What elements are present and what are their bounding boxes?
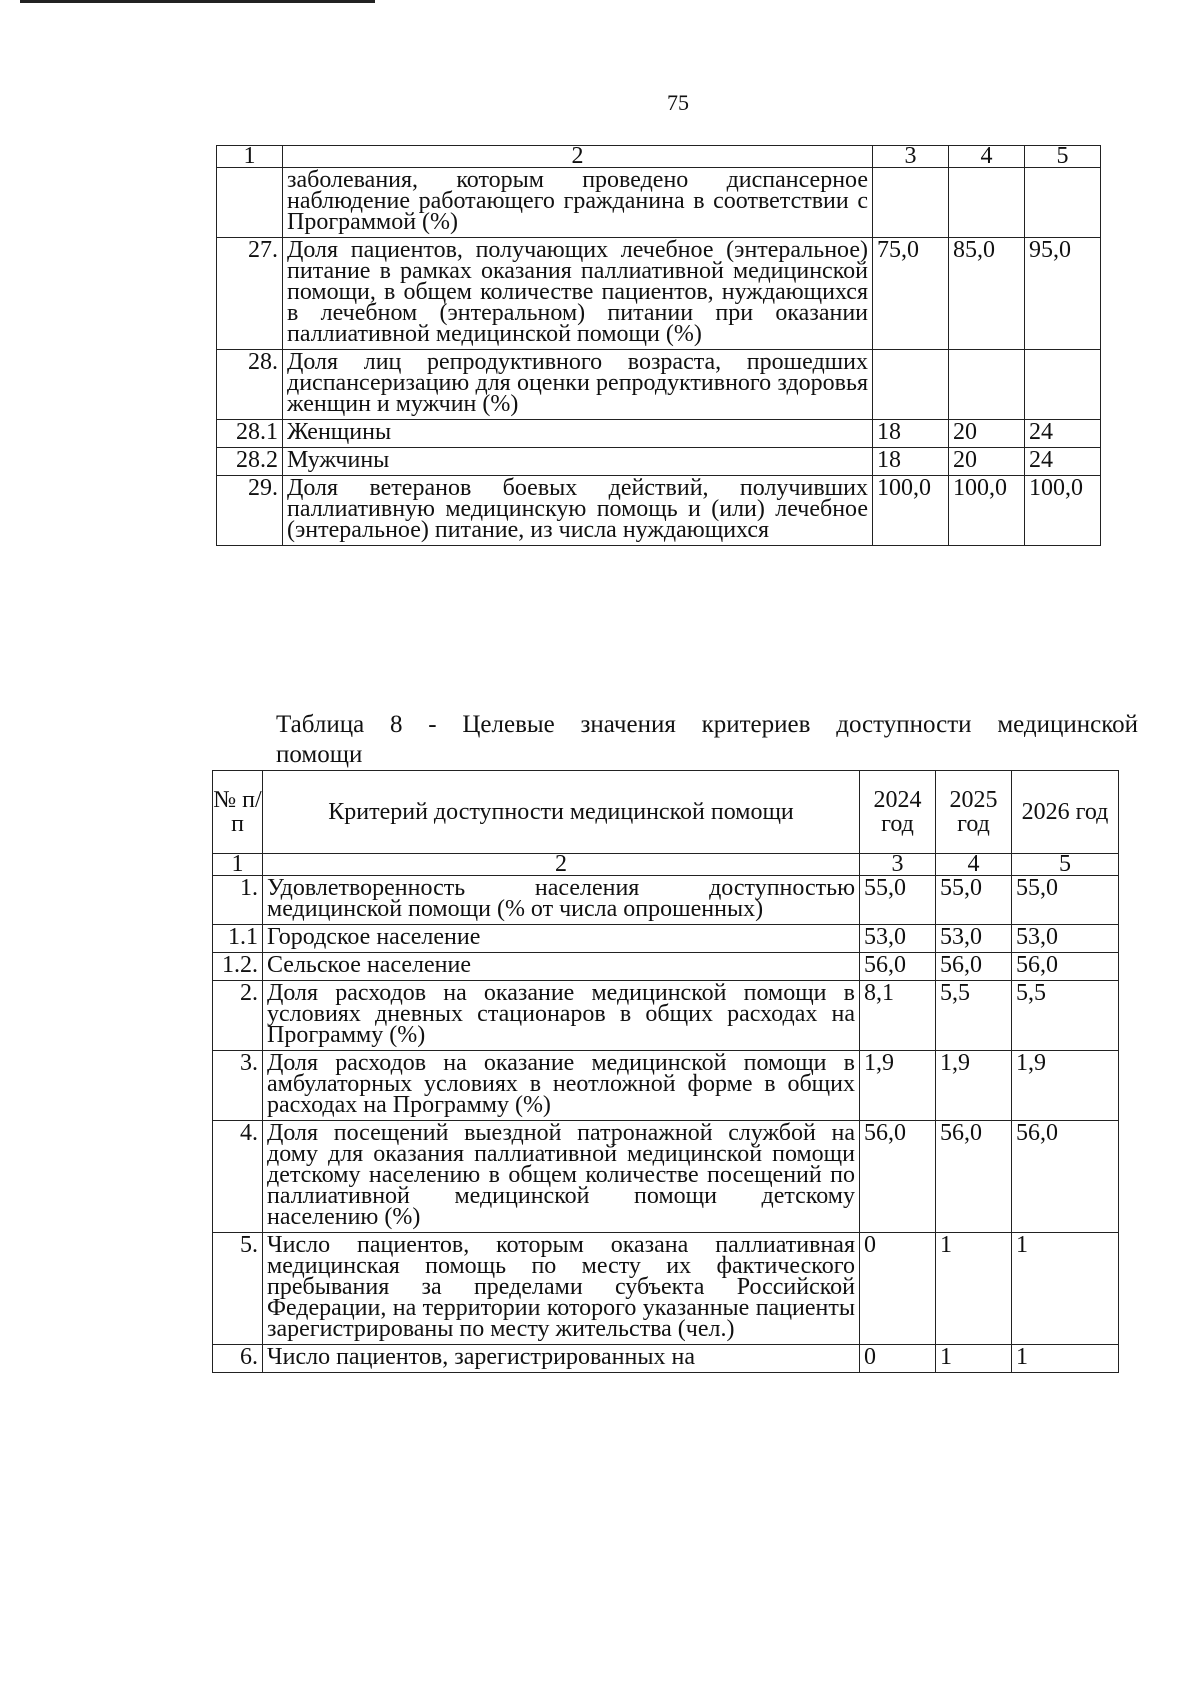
continuation-table (216, 145, 1101, 546)
value-cell: 0 (860, 1233, 936, 1345)
value-cell: 5,5 (936, 981, 1012, 1051)
column-number: 3 (860, 854, 936, 876)
row-number: 28.2 (217, 448, 283, 476)
table-row (217, 420, 1101, 448)
table-caption: Таблица 8 - Целевые значения критериев доступности медицинской помощи (276, 711, 1138, 768)
value-cell: 20 (949, 448, 1025, 476)
table-row (213, 981, 1119, 1051)
table-row (213, 876, 1119, 925)
value-cell: 95,0 (1025, 238, 1101, 350)
row-text: заболевания, которым проведено диспансерное наблюдение работающего гражданина в соответствии с Программой (%) (283, 168, 873, 238)
column-number: 2 (283, 146, 873, 168)
column-number: 5 (1012, 854, 1119, 876)
value-cell: 1 (936, 1345, 1012, 1373)
column-number: 4 (949, 146, 1025, 168)
table-row (217, 168, 1101, 238)
value-cell (949, 350, 1025, 420)
table-row (213, 953, 1119, 981)
row-text: Доля лиц репродуктивного возраста, прошедших диспансеризацию для оценки репродуктивного здоровья женщин и мужчин (%) (283, 350, 873, 420)
row-number (217, 168, 283, 238)
row-text: Женщины (283, 420, 873, 448)
value-cell: 100,0 (949, 476, 1025, 546)
value-cell (949, 168, 1025, 238)
value-cell: 85,0 (949, 238, 1025, 350)
column-number: 4 (936, 854, 1012, 876)
row-number: 29. (217, 476, 283, 546)
row-text: Число пациентов, которым оказана паллиативная медицинская помощь по месту их фактического пребывания за пределами субъекта Российской Федерации, на территории которого указанные пациенты зарегистрированы по месту жительства (чел.) (263, 1233, 860, 1345)
value-cell: 56,0 (1012, 953, 1119, 981)
row-number: 2. (213, 981, 263, 1051)
row-text: Городское население (263, 925, 860, 953)
row-text: Число пациентов, зарегистрированных на (263, 1345, 860, 1373)
value-cell: 75,0 (873, 238, 949, 350)
table-row (213, 1051, 1119, 1121)
value-cell: 1,9 (936, 1051, 1012, 1121)
value-cell: 56,0 (936, 953, 1012, 981)
value-cell: 1,9 (860, 1051, 936, 1121)
row-text: Сельское население (263, 953, 860, 981)
value-cell: 18 (873, 448, 949, 476)
table-row (213, 1233, 1119, 1345)
row-text: Доля пациентов, получающих лечебное (энтеральное) питание в рамках оказания паллиативной медицинской помощи, в общем количестве пациентов, нуждающихся в лечебном (энтеральном) питании при оказании паллиативной медицинской помощи (%) (283, 238, 873, 350)
value-cell: 18 (873, 420, 949, 448)
value-cell: 56,0 (936, 1121, 1012, 1233)
header-num: № п/п (213, 771, 263, 854)
value-cell (873, 350, 949, 420)
header-row (213, 771, 1119, 854)
value-cell: 55,0 (1012, 876, 1119, 925)
row-text: Доля посещений выездной патронажной службой на дому для оказания паллиативной медицинской помощи детскому населению в общем количестве посещений по паллиативной медицинской помощи детскому населению (%) (263, 1121, 860, 1233)
value-cell: 100,0 (873, 476, 949, 546)
table-row (217, 476, 1101, 546)
row-text: Доля ветеранов боевых действий, получивших паллиативную медицинскую помощь и (или) лечебное (энтеральное) питание, из числа нуждающихся (283, 476, 873, 546)
value-cell: 56,0 (1012, 1121, 1119, 1233)
value-cell: 24 (1025, 448, 1101, 476)
column-number: 2 (263, 854, 860, 876)
row-number: 27. (217, 238, 283, 350)
value-cell: 1 (1012, 1233, 1119, 1345)
value-cell: 55,0 (860, 876, 936, 925)
value-cell: 56,0 (860, 1121, 936, 1233)
scan-edge-line (20, 0, 375, 3)
column-number-row (217, 146, 1101, 168)
value-cell: 20 (949, 420, 1025, 448)
row-number: 4. (213, 1121, 263, 1233)
value-cell: 53,0 (936, 925, 1012, 953)
header-year-2026: 2026 год (1012, 771, 1119, 854)
value-cell: 1 (1012, 1345, 1119, 1373)
row-number: 5. (213, 1233, 263, 1345)
table-row (217, 448, 1101, 476)
column-number-row (213, 854, 1119, 876)
value-cell: 53,0 (1012, 925, 1119, 953)
header-year-2025: 2025 год (936, 771, 1012, 854)
value-cell (873, 168, 949, 238)
value-cell: 1 (936, 1233, 1012, 1345)
table-row (217, 350, 1101, 420)
value-cell: 24 (1025, 420, 1101, 448)
row-number: 1.1 (213, 925, 263, 953)
row-number: 28. (217, 350, 283, 420)
column-number: 1 (213, 854, 263, 876)
value-cell: 5,5 (1012, 981, 1119, 1051)
value-cell (1025, 350, 1101, 420)
table-row (213, 1121, 1119, 1233)
header-year-2024: 2024 год (860, 771, 936, 854)
row-text: Мужчины (283, 448, 873, 476)
page-number: 75 (667, 90, 689, 115)
table-row (213, 1345, 1119, 1373)
value-cell: 1,9 (1012, 1051, 1119, 1121)
header-criterion: Критерий доступности медицинской помощи (263, 771, 860, 854)
row-number: 1. (213, 876, 263, 925)
value-cell: 8,1 (860, 981, 936, 1051)
row-number: 6. (213, 1345, 263, 1373)
row-number: 28.1 (217, 420, 283, 448)
value-cell: 53,0 (860, 925, 936, 953)
column-number: 3 (873, 146, 949, 168)
value-cell: 55,0 (936, 876, 1012, 925)
table-row (213, 925, 1119, 953)
row-text: Доля расходов на оказание медицинской помощи в амбулаторных условиях в неотложной форме в общих расходах на Программу (%) (263, 1051, 860, 1121)
value-cell (1025, 168, 1101, 238)
accessibility-criteria-table (212, 770, 1119, 1373)
row-number: 1.2. (213, 953, 263, 981)
row-number: 3. (213, 1051, 263, 1121)
column-number: 1 (217, 146, 283, 168)
column-number: 5 (1025, 146, 1101, 168)
value-cell: 56,0 (860, 953, 936, 981)
row-text: Удовлетворенность населения доступностью медицинской помощи (% от числа опрошенных) (263, 876, 860, 925)
table-row (217, 238, 1101, 350)
row-text: Доля расходов на оказание медицинской помощи в условиях дневных стационаров в общих расходах на Программу (%) (263, 981, 860, 1051)
value-cell: 0 (860, 1345, 936, 1373)
value-cell: 100,0 (1025, 476, 1101, 546)
